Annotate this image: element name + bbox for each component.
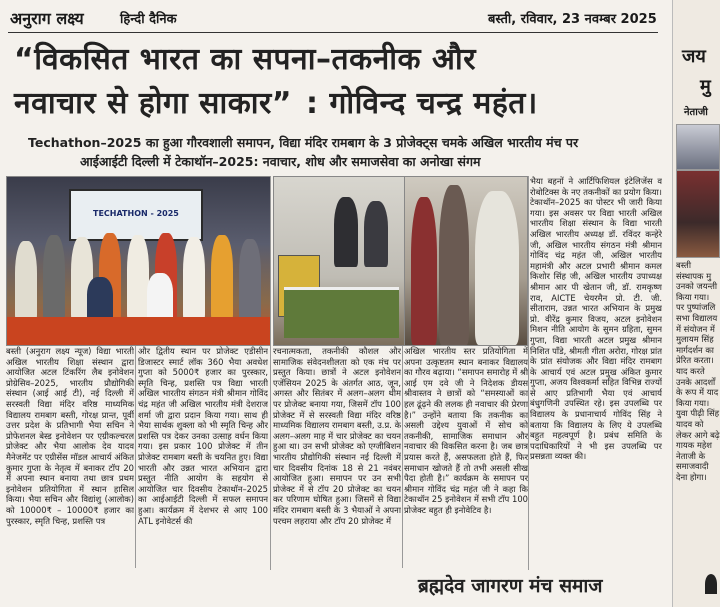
adjacent-photo bbox=[676, 124, 720, 170]
stage-floor bbox=[7, 317, 270, 345]
article-column-4: अखिल भारतीय स्तर प्रतियोगिता में अपना उत्कृष्टतम स्थान बनाकर विद्यालय का गौरव बढ़ाया। “समापन समारोह में श्री आई एम दवे जी ने निदेशक डीयस श्रीवास्तव ने छात्रों को “समस्याओं का हल ढूंढ़ने की ललक ही नवाचार की प्रेरणा है।” उन्होंने बताया कि तकनीक का असली उद्देश्य युवाओं में सोच को तकनीकी, सामाजिक समाधान और नवाचार की विकसित करना है। जब छात्र प्रयास करते हैं, असफलता होते हैं, फिर समाधान खोजते हैं तो तभी असली सीख पैदा होती है।” कार्यक्रम के समापन पर श्रीमान गोविंद चंद्र महंत जी ने कहा कि टेकाथॉन 25 इनोवेशन में सभी टॉप 100 प्रोजेक्ट बहुत ही इनोवेटिव है। bbox=[404, 346, 528, 515]
column-rule bbox=[528, 176, 529, 570]
bottom-edge-mark bbox=[705, 574, 717, 594]
person-figure bbox=[364, 201, 388, 267]
person-figure bbox=[183, 237, 205, 321]
person-figure bbox=[43, 235, 65, 321]
photo-project-display bbox=[273, 176, 405, 346]
bottom-headline: ब्रह्मदेव जागरण मंच समाज bbox=[418, 575, 603, 597]
person-figure bbox=[127, 235, 149, 321]
headline-line1: “विकसित भारत का सपना–तकनीक और bbox=[14, 42, 476, 77]
article-column-3: रचनात्मकता, तकनीकी कौशल और सामाजिक संवेदनशीलता को एक मंच पर प्रस्तुत किया। छात्रों ने अटल इनोवेशन एजेंसियन 2025 के अंतर्गत आठ, जून, अगस्त और सितंबर में अलग–अलग थीम पर प्रोजेक्ट बनाया गया, जिसमें टॉप 100 प्रोजेक्ट में से सरस्वती विद्या मंदिर वरिष्ठ माध्यमिक विद्यालय रामबाग बस्ती, उ.प्र. के अलग–अलग माह में चार प्रोजेक्ट का चयन हुआ था। उन सभी प्रोजेक्ट को एग्जीबिशन भारतीय प्रौद्योगिकी संस्थान नई दिल्ली में चार दिवसीय दिनांक 18 से 21 नवंबर आयोजित हुआ। समापन पर उन सभी प्रोजेक्ट में से टॉप 20 प्रोजेक्ट का चयन कर परिणाम घोषित हुआ। जिसमें से विद्या मंदिर रामबाग बस्ती के 3 भैयाओं ने अपना परचम लहराया और टॉप 20 प्रोजेक्ट में bbox=[273, 346, 401, 526]
student-figure bbox=[87, 277, 113, 321]
adjacent-headline-1: जय bbox=[682, 46, 706, 67]
subhead-english-techathon: Techathon–2025 का हुआ गौरवशाली समापन, विद्या मंदिर रामबाग के 3 प्रोजेक्ट्स चमके अखिल भारतीय मंच पर bbox=[28, 135, 579, 150]
stage-banner bbox=[69, 189, 203, 241]
column-rule bbox=[270, 176, 271, 570]
column-rule bbox=[402, 346, 403, 568]
headline-line2-name: : गोविन्द चन्द्र महंत। bbox=[306, 86, 538, 121]
project-model bbox=[284, 287, 399, 338]
subhead-iit-delhi: आईआईटी दिल्ली में टेकाथॉन–2025: नवाचार, शोध और समाजसेवा का अनोखा संगम bbox=[80, 154, 481, 169]
article-column-1: बस्ती (अनुराग लक्ष्य न्यूज) विद्या भारती अखिल भारतीय शिक्षा संस्थान द्वारा आयोजित अटल टिंकरिंग लैब इनोवेशन प्रोग्रेसिव–2025, भारतीय प्रौद्योगिकी संस्थान (आई आई टी), नई दिल्ली में सरस्वती विद्या मंदिर वरिष्ठ माध्यमिक विद्यालय रामबाग बस्ती, गोरक्ष प्रान्त, पूर्वी उत्तर प्रदेश के प्रतिभागी भैया सचिन ने प्रोफेशनल बेस्ड इनोवेशन पर एग्रीकल्चरल प्रोजेक्ट और भैया आलोक देव यादव मैनेजमेंट पर एग्रीसेंस मॉडल आचार्य अंकित कुमार गुप्ता के नेतृत्व में बनाकर टॉप 20 में अपना स्थान बनाया तथा छात्र प्रथम इनोवेशन प्रतियोगिता में स्थान हासिल किया। भैया सचिन और विद्यांशु (आलोक) को 10000₹ – 10000₹ हजार का पुरस्कार, स्मृति चिन्ह, प्रशस्ति पत्र bbox=[6, 346, 134, 526]
person-figure bbox=[334, 197, 358, 267]
banner-text: TECHATHON - 2025 bbox=[93, 209, 179, 218]
headline-line2-quote: नवाचार से होगा साकार” bbox=[14, 86, 293, 121]
adjacent-subhead: नेताजी bbox=[684, 107, 708, 118]
student-figure bbox=[147, 273, 173, 321]
person-figure bbox=[475, 191, 519, 345]
headline-line2 bbox=[14, 82, 664, 126]
column-rule bbox=[135, 346, 136, 568]
adjacent-article-text: बस्ती संस्थापक मु उनको जयन्ती किया गया। पर पुष्पांजलि सभा विद्यालय में संयोजन में मुलायम सिंह मार्गदर्शन का प्रेरित करता। याद करते उनके आदर्शों के रूप में याद किया गया। युवा पीढ़ी सिंह यादव को लेकर आगे बढ़े गायक महेश नेताजी के समाजवादी देना होगा। bbox=[676, 260, 720, 482]
person-figure bbox=[411, 197, 437, 345]
person-figure bbox=[211, 235, 233, 321]
article-column-5: भैया बहनों ने आर्टिफिशियल इंटेलिजेंस व रोबोटिक्स के नए तकनीकों का प्रयोग किया। टेकाथॉन–2025 का पोस्टर भी जारी किया गया। इस अवसर पर विद्या भारती अखिल भारतीय शिक्षा संस्थान के विद्या भारती अखिल भारतीय अध्यक्ष डॉ. रविंदर कन्हेरे जी, अखिल भारतीय संगठन मंत्री श्रीमान गोविंद चंद्र महंत जी, अखिल भारतीय महामंत्री और अटल प्रभारी श्रीमान कमल किशोर सिंह जी, अखिल भारतीय उपाध्यक्ष श्रीमान आर पी खेतान जी, डॉ. रामकृष्ण राव, AICTE चेयरमैन प्रो. टी. जी. सीताराम, उन्नत भारत अभियान के प्रमुख प्रो. वीरेंद्र कुमार विजय, अटल इनोवेशन मिशन नीति आयोग के सुमन ग्रहिता, सुमन गुप्ता, विद्या भारती अटल प्रमुख श्रीमान निशित पाँडे, श्रीमती गीता अरोरा, गोरक्ष प्रांत के प्रांत संयोजक और विद्या मंदिर रामबाग के आचार्य एवं अटल प्रमुख अंकित कुमार गुप्ता, अजय विश्वकर्मा सहित विभिन्न राज्यों से आए प्रतिभागी भैया एवं आचार्य बंधुगणिनी उपस्थित रहे। इस उपलब्धि पर विद्यालय के प्रधानाचार्य गोविंद सिंह ने बताया कि विद्यालय के लिए ये उपलब्धि बहुत महत्वपूर्ण है। प्रबंध समिति के पदाधिकारियों ने भी इस उपलब्धि पर प्रसन्नता व्यक्त की। bbox=[530, 176, 662, 462]
adjacent-headline-2: मु bbox=[700, 76, 711, 97]
person-figure bbox=[15, 241, 37, 321]
dateline: बस्ती, रविवार, 23 नवम्बर 2025 bbox=[488, 12, 657, 27]
article-column-2: और द्वितीय स्थान पर प्रोजेक्ट एडीसीन डिजास्टर स्मार्ट लॉक 360 भैया अवधेश गुप्ता को 5000₹ हजार का पुरस्कार, स्मृति चिन्ह, प्रशस्ति पत्र विद्या भारती अखिल भारतीय संगठन मंत्री श्रीमान गोविंद चंद्र महंत जी अखिल भारतीय मंत्री देशराज शर्मा जी द्वारा प्रदान किया गया। साथ ही भैया सार्थक शुक्ला को भी स्मृति चिन्ह और प्रशस्ति पत्र देकर उनका उत्साह वर्धन किया गया। इस प्रकार 100 प्रोजेक्ट में तीन प्रोजेक्ट रामबाग बस्ती के चयनित हुए। विद्या भारती और उन्नत भारत अभियान द्वारा प्रस्तुत नीति आयोग के सहयोग से आयोजित चार दिवसीय टेकाथॉन–2025 का आईआईटी दिल्ली में सफल समापन हुआ। कार्यक्रम में देशभर से आए 100 ATL इनोवेटर्स की bbox=[138, 346, 268, 526]
adjacent-photo bbox=[676, 170, 720, 258]
person-figure bbox=[239, 239, 261, 321]
photo-award-ceremony bbox=[6, 176, 271, 346]
photo-dignitaries bbox=[404, 176, 528, 346]
person-figure bbox=[439, 185, 469, 345]
paper-name: अनुराग लक्ष्य bbox=[10, 9, 84, 28]
headline bbox=[14, 38, 664, 126]
paper-subtitle: हिन्दी दैनिक bbox=[120, 12, 177, 27]
